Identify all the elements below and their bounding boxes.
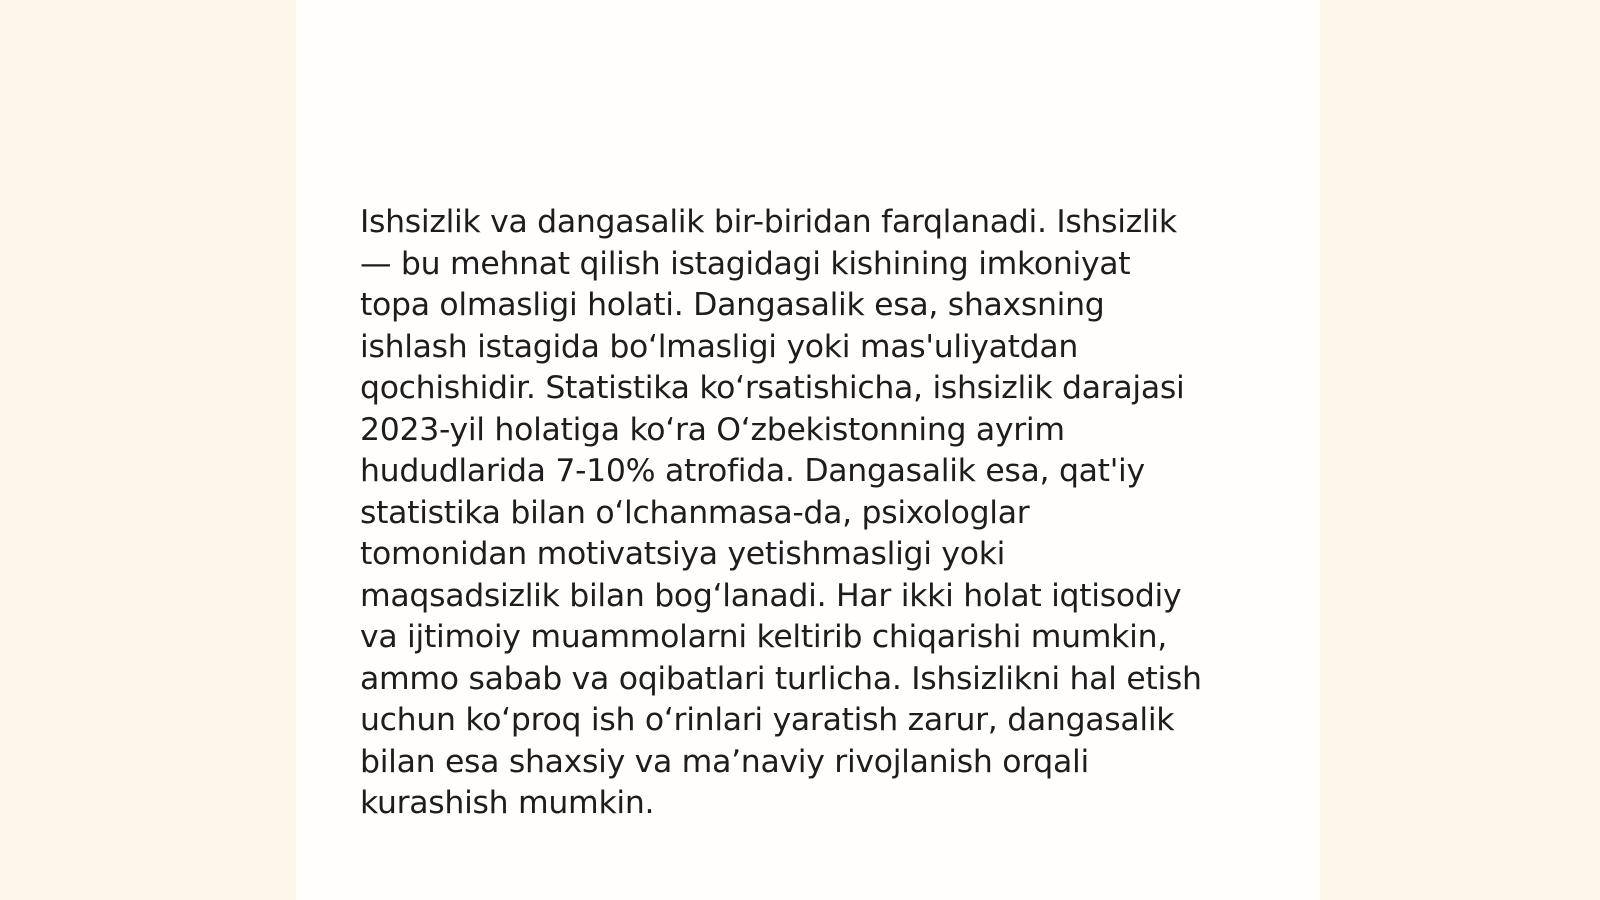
paragraph-line: — bu mehnat qilish istagidagi kishining imkoniyat: [360, 245, 1131, 282]
paragraph-line: qochishidir. Statistika koʻrsatishicha, ishsizlik darajasi: [360, 370, 1185, 406]
paragraph-line: statistika bilan oʻlchanmasa-da, psixologlar: [360, 494, 1030, 531]
paragraph-line: kurashish mumkin.: [360, 785, 655, 821]
paragraph-line: tomonidan motivatsiya yetishmasligi yoki: [360, 536, 1006, 572]
paragraph-line: Ishsizlik va dangasalik bir-biridan farqlanadi. Ishsizlik: [360, 204, 1177, 240]
paragraph-line: bilan esa shaxsiy va maʼnaviy rivojlanish orqali: [360, 743, 1089, 780]
paragraph-line: topa olmasligi holati. Dangasalik esa, shaxsning: [360, 287, 1105, 323]
paragraph-line: hududlarida 7-10% atrofida. Dangasalik esa, qat'iy: [360, 453, 1145, 489]
paragraph-line: ammo sabab va oqibatlari turlicha. Ishsizlikni hal etish: [360, 660, 1202, 697]
paragraph-line: ishlash istagida boʻlmasligi yoki mas'uliyatdan: [360, 328, 1079, 365]
document-page: [296, 0, 1320, 900]
paragraph-line: uchun koʻproq ish oʻrinlari yaratish zarur, dangasalik: [360, 702, 1175, 738]
paragraph-line: maqsadsizlik bilan bogʻlanadi. Har ikki holat iqtisodiy: [360, 577, 1182, 614]
paragraph-line: va ijtimoiy muammolarni keltirib chiqarishi mumkin,: [360, 619, 1167, 655]
paragraph-line: 2023-yil holatiga koʻra Oʻzbekistonning ayrim: [360, 411, 1065, 448]
body-paragraph: [360, 202, 1260, 825]
